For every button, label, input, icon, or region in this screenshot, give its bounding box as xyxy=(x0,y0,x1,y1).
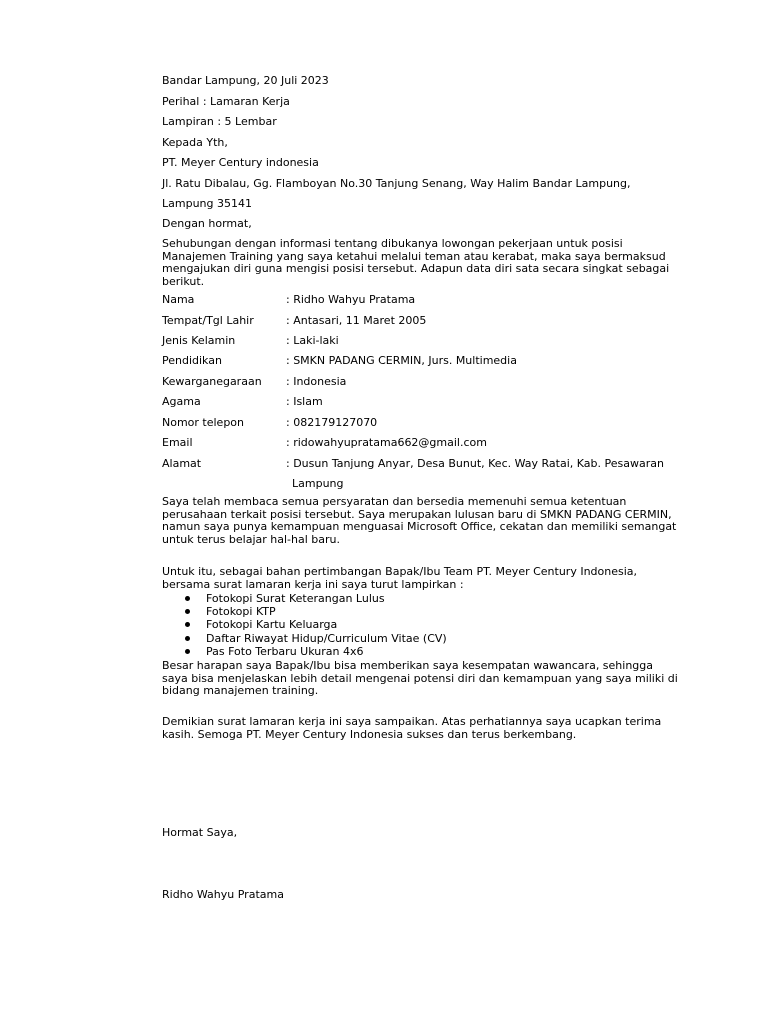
intro-paragraph: Sehubungan dengan informasi tentang dibukanya lowongan pekerjaan untuk posisi Manajemen Training yang saya ketahui melalui teman atau kerabat, maka saya bermaksud mengajukan diri guna mengisi posisi tersebut. Adapun data diri sata secara singkat sebagai berikut. xyxy=(162,237,670,288)
bullet-icon xyxy=(185,622,190,627)
bio-value-address-continuation: Lampung xyxy=(292,477,344,490)
list-item xyxy=(162,645,447,658)
bio-label-phone: Nomor telepon xyxy=(162,416,245,429)
bio-label-nationality: Kewarganegaraan xyxy=(162,375,262,388)
bullet-icon xyxy=(185,649,190,654)
bio-value-birth: : Antasari, 11 Maret 2005 xyxy=(286,314,427,327)
list-item xyxy=(162,618,447,631)
company-address-line1: Jl. Ratu Dibalau, Gg. Flamboyan No.30 Tanjung Senang, Way Halim Bandar Lampung, xyxy=(162,177,631,190)
recipient-greeting: Kepada Yth, xyxy=(162,136,228,149)
attachment-list xyxy=(162,592,447,658)
salutation: Dengan hormat, xyxy=(162,217,252,230)
date-line: Bandar Lampung, 20 Juli 2023 xyxy=(162,74,329,87)
bio-value-email: : ridowahyupratama662@gmail.com xyxy=(286,436,487,449)
bio-label-religion: Agama xyxy=(162,395,201,408)
bio-label-name: Nama xyxy=(162,293,195,306)
bullet-icon xyxy=(185,636,190,641)
closing-paragraph: Demikian surat lamaran kerja ini saya sampaikan. Atas perhatiannya saya ucapkan terima kasih. Semoga PT. Meyer Century Indonesia sukses dan terus berkembang. xyxy=(162,715,662,741)
bio-value-address: : Dusun Tanjung Anyar, Desa Bunut, Kec. Way Ratai, Kab. Pesawaran xyxy=(286,457,664,470)
bio-label-birth: Tempat/Tgl Lahir xyxy=(162,314,254,327)
attachment-count: Lampiran : 5 Lembar xyxy=(162,115,277,128)
bullet-icon xyxy=(185,609,190,614)
attachment-label: Fotokopi KTP xyxy=(206,605,276,619)
bio-value-phone: : 082179127070 xyxy=(286,416,378,429)
bio-value-education: : SMKN PADANG CERMIN, Jurs. Multimedia xyxy=(286,354,517,367)
bio-label-address: Alamat xyxy=(162,457,202,470)
bio-label-email: Email xyxy=(162,436,193,449)
attachment-label: Fotokopi Surat Keterangan Lulus xyxy=(206,592,385,605)
bio-label-gender: Jenis Kelamin xyxy=(162,334,236,347)
sign-off: Hormat Saya, xyxy=(162,826,238,839)
bio-value-gender: : Laki-laki xyxy=(286,334,339,347)
attachments-intro: Untuk itu, sebagai bahan pertimbangan Bapak/Ibu Team PT. Meyer Century Indonesia, bersama surat lamaran kerja ini saya turut lampirkan : xyxy=(162,565,638,591)
list-item xyxy=(162,632,447,645)
bio-value-name: : Ridho Wahyu Pratama xyxy=(286,293,416,306)
statement-paragraph: Saya telah membaca semua persyaratan dan bersedia memenuhi semua ketentuan perusahaan terkait posisi tersebut. Saya merupakan lulusan baru di SMKN PADANG CERMIN, namun saya punya kemampuan menguasai Microsoft Office, cekatan dan memiliki semangat untuk terus belajar hal-hal baru. xyxy=(162,495,677,546)
bio-value-religion: : Islam xyxy=(286,395,323,408)
company-name: PT. Meyer Century indonesia xyxy=(162,156,319,169)
company-address-line2: Lampung 35141 xyxy=(162,197,252,210)
bio-label-education: Pendidikan xyxy=(162,354,222,367)
subject-line: Perihal : Lamaran Kerja xyxy=(162,95,290,108)
attachment-label: Fotokopi Kartu Keluarga xyxy=(206,618,338,632)
attachment-label: Pas Foto Terbaru Ukuran 4x6 xyxy=(206,644,364,658)
list-item xyxy=(162,605,447,618)
signer-name: Ridho Wahyu Pratama xyxy=(162,888,284,901)
hope-paragraph: Besar harapan saya Bapak/Ibu bisa memberikan saya kesempatan wawancara, sehingga saya bisa menjelaskan lebih detail mengenai potensi diri dan kemampuan yang saya miliki di bidang manajemen training. xyxy=(162,659,678,698)
list-item xyxy=(162,592,447,605)
bullet-icon xyxy=(185,596,190,601)
attachment-label: Daftar Riwayat Hidup/Curriculum Vitae (CV) xyxy=(206,631,447,645)
bio-value-nationality: : Indonesia xyxy=(286,375,347,388)
